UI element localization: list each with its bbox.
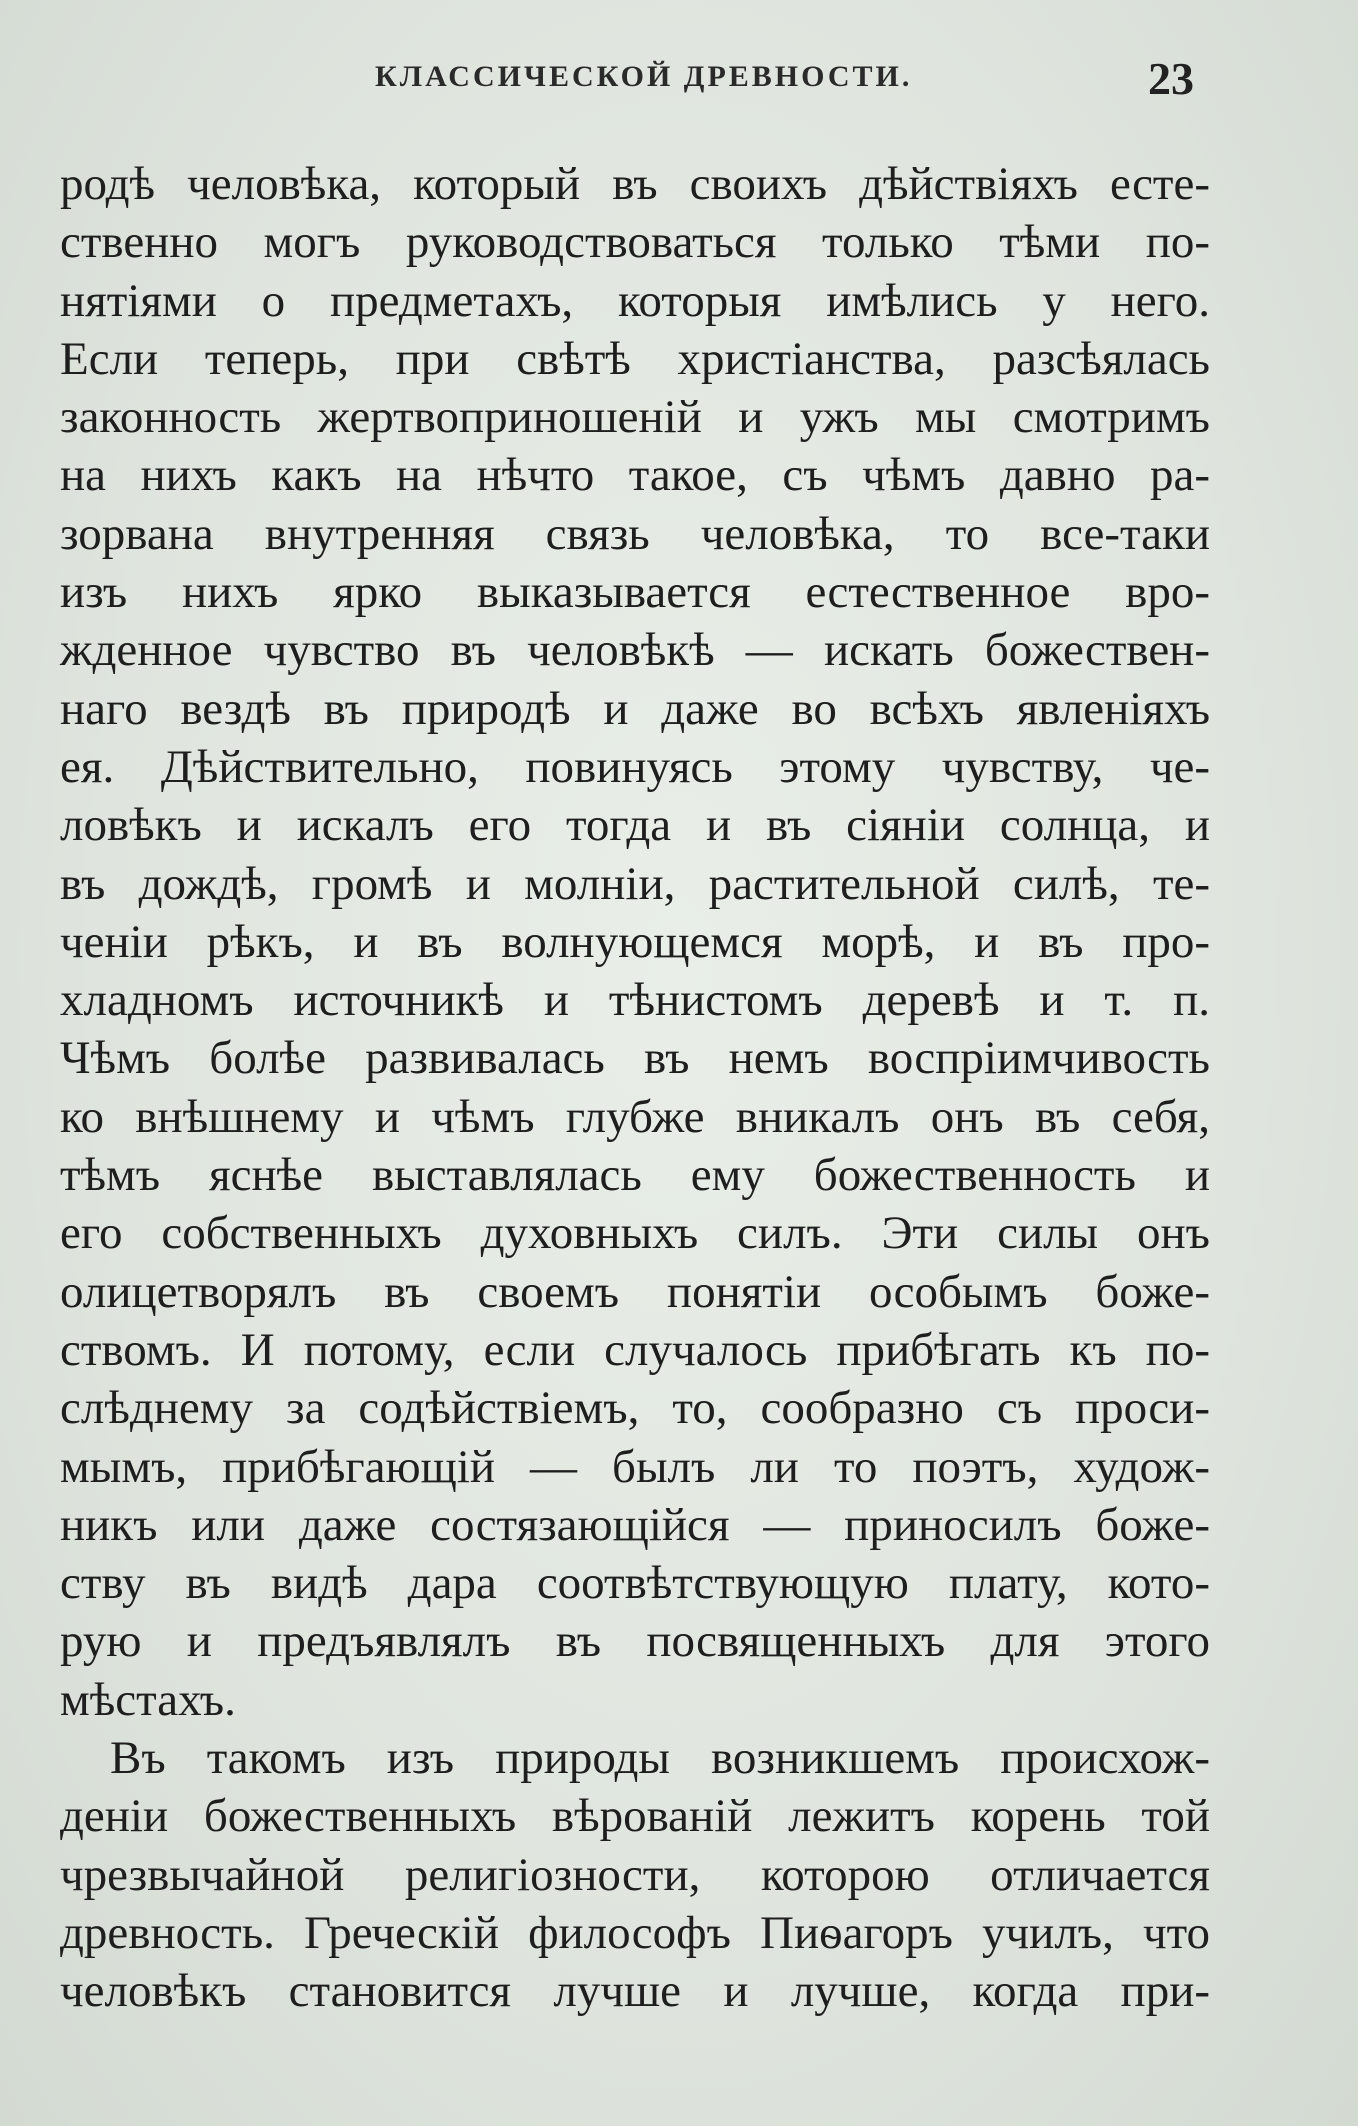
text-line: рую и предъявлялъ въ посвященныхъ для этого bbox=[60, 1615, 1210, 1668]
text-line: нятіями о предметахъ, которыя имѣлись у него. bbox=[60, 274, 1210, 327]
text-line: хладномъ источникѣ и тѣнистомъ деревѣ и т. п. bbox=[60, 974, 1210, 1027]
text-line: на нихъ какъ на нѣчто такое, съ чѣмъ давно ра- bbox=[60, 449, 1210, 502]
text-line: законность жертвоприношеній и ужъ мы смотримъ bbox=[60, 391, 1210, 444]
text-line: наго вездѣ въ природѣ и даже во всѣхъ явленіяхъ bbox=[60, 682, 1210, 735]
text-line: зорвана внутренняя связь человѣка, то все-таки bbox=[60, 507, 1210, 560]
text-line: Чѣмъ болѣе развивалась въ немъ воспріимчивость bbox=[60, 1032, 1210, 1085]
body-text bbox=[60, 155, 1210, 2021]
text-line: никъ или даже состязающійся — приносилъ боже- bbox=[60, 1498, 1210, 1551]
text-line: тѣмъ яснѣе выставлялась ему божественность и bbox=[60, 1149, 1210, 1202]
text-line: древность. Греческій философъ Пиѳагоръ училъ, что bbox=[60, 1906, 1210, 1959]
text-line: Въ такомъ изъ природы возникшемъ происхож- bbox=[110, 1732, 1210, 1785]
text-line: ко внѣшнему и чѣмъ глубже вникалъ онъ въ себя, bbox=[60, 1090, 1210, 1143]
page-number: 23 bbox=[1148, 53, 1194, 104]
paragraph bbox=[60, 155, 1210, 1729]
text-line: мѣстахъ. bbox=[60, 1673, 236, 1726]
text-line: ствомъ. И потому, если случалось прибѣгать къ по- bbox=[60, 1323, 1210, 1376]
text-line: ея. Дѣйствительно, повинуясь этому чувству, че- bbox=[60, 740, 1210, 793]
text-line: въ дождѣ, громѣ и молніи, растительной силѣ, те- bbox=[60, 857, 1210, 910]
running-title: КЛАССИЧЕСКОЙ ДРЕВНОСТИ. bbox=[375, 60, 913, 93]
text-line: чрезвычайной религіозности, которою отличается bbox=[60, 1848, 1210, 1901]
text-line: олицетворялъ въ своемъ понятіи особымъ боже- bbox=[60, 1265, 1210, 1318]
text-line: изъ нихъ ярко выказывается естественное вро- bbox=[60, 566, 1210, 619]
paragraph bbox=[60, 1729, 1210, 2020]
text-line: ству въ видѣ дара соотвѣтствующую плату, кото- bbox=[60, 1557, 1210, 1610]
text-line: жденное чувство въ человѣкѣ — искать божествен- bbox=[60, 624, 1210, 677]
text-line: родѣ человѣка, который въ своихъ дѣйствіяхъ есте- bbox=[60, 158, 1210, 210]
text-line: ловѣкъ и искалъ его тогда и въ сіяніи солнца, и bbox=[60, 799, 1210, 852]
text-line: слѣднему за содѣйствіемъ, то, сообразно съ проси- bbox=[60, 1382, 1210, 1435]
text-line: ченіи рѣкъ, и въ волнующемся морѣ, и въ про- bbox=[60, 915, 1210, 968]
text-line: Если теперь, при свѣтѣ христіанства, разсѣялась bbox=[60, 332, 1210, 385]
text-line: человѣкъ становится лучше и лучше, когда при- bbox=[60, 1965, 1210, 2018]
text-line: его собственныхъ духовныхъ силъ. Эти силы онъ bbox=[60, 1207, 1210, 1260]
text-line: мымъ, прибѣгающій — былъ ли то поэтъ, худож- bbox=[60, 1440, 1210, 1493]
text-line: ственно могъ руководствоваться только тѣми по- bbox=[60, 216, 1210, 269]
text-line: деніи божественныхъ вѣрованій лежитъ корень той bbox=[60, 1790, 1210, 1843]
